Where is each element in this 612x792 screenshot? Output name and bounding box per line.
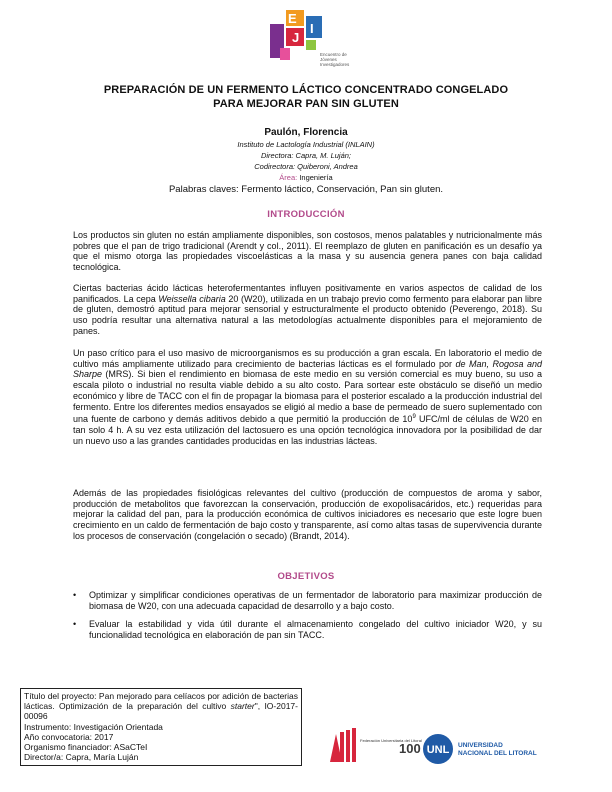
objectives-list: [73, 590, 542, 649]
intro-p3-b: (MRS). Si bien el rendimiento en biomasa de este medio en su versión comercial es muy bueno, su uso a escala piloto o industrial no resulta viable debido a su alto costo. Para sortear este obstáculo se diseñó un medio económico y libre de TACC con el fin de propagar la biomasa para el posterior escalado a la producción industrial del fermento. Entre los diferentes medios ensayados se eligió al medio a base de permeado de suero suplementado con una fuente de carbono y demás aditivos debido a que permitió la producción de 10: [73, 369, 542, 425]
university-line-1: UNIVERSIDAD: [458, 742, 503, 749]
intro-paragraph-2: [73, 283, 542, 337]
objective-text: Evaluar la estabilidad y vida útil durante el almacenamiento congelado del cultivo iniciador W20, y su funcionalidad tecnológica en elaboración de pan sin TACC.: [89, 619, 542, 641]
intro-p3-c: UFC/ml de células de W20 en tan solo 4 h. A su vez esta utilización del lactosuero es una opción tecnológica innovadora por la posibilidad de dar un nuevo uso a las grandes cantidades producidas en las industrias lácteas.: [73, 414, 542, 446]
intro-paragraph-4: [73, 488, 542, 542]
director: Directora: Capra, M. Luján;: [260, 151, 352, 160]
logo-letter-j: J: [292, 30, 300, 45]
logo-block-blue: [306, 16, 322, 38]
intro-p1-text: Los productos sin gluten no están ampliamente disponibles, son costosos, menos palatables y nutricionalmente más pobres que el pan de trigo tradicional (Arendt y col., 2011). El reemplazo de gluten en panificación es un desafío ya que el mismo otorga las propiedades viscoelásticas a la masa y su ausencia genera panes con baja calidad tecnológica.: [73, 230, 542, 273]
objective-text: Optimizar y simplificar condiciones operativas de un fermentador de laboratorio para maximizar producción de biomasa de W20, con una adecuada capacidad de desarrollo y a bajo costo.: [89, 590, 542, 611]
intro-p4-text: Además de las propiedades fisiológicas relevantes del cultivo (producción de compuestos de aroma y sabor, producción de metabolitos que favorezcan la conservación, producción de exopolisacáridos, etc.) requeridas para mejorar la calidad del pan, para la producción económica de cultivos iniciadores es necesario que este logre buen crecimiento en un caldo de fermentación de bajo costo y transparente, así como altas tasas de supervivencia durante los procesos de conservación (congelación o secado) (Brandt, 2014).: [73, 488, 542, 541]
unl-text: UNL: [426, 744, 450, 756]
logo-block-pink: [280, 48, 290, 60]
project-director: Director/a: Capra, María Luján: [24, 752, 139, 763]
exponent: 9: [412, 414, 416, 421]
area: [40, 173, 572, 182]
hundred-text: 100: [399, 741, 421, 756]
logo-letter-e: E: [288, 11, 297, 26]
title-line-2: PARA MEJORAR PAN SIN GLUTEN: [213, 98, 399, 110]
logo-block-green: [306, 40, 316, 50]
bullet-icon: •: [73, 590, 77, 600]
author: Paulón, Florencia: [264, 127, 348, 138]
project-title-b: ", IO-2017- 00096: [24, 701, 298, 722]
project-info-box: [20, 688, 302, 766]
objectives-heading: OBJETIVOS: [277, 571, 335, 582]
intro-paragraph-1: [73, 230, 542, 273]
area-label: Área:: [279, 173, 298, 182]
area-value: Ingeniería: [299, 173, 333, 182]
project-instrument: Instrumento: Investigación Orientada: [24, 721, 163, 732]
project-title-italic: starter: [230, 701, 255, 712]
intro-p2-b: 20 (W20), utilizada en un trabajo previo como fermento para elaborar pan libre de gluten, demostró aptitud para mejorar sensorial y estructuralmente el producto obtenido (Peverengo, 2018). Su uso podría resultar una alternativa natural a las metodologías actualmente disponibles para el mejoramiento de panes.: [73, 293, 543, 336]
institute: Instituto de Lactología Industrial (INLAIN): [237, 140, 375, 149]
project-year: Año convocatoria: 2017: [24, 731, 114, 742]
project-title: [24, 691, 298, 722]
intro-p3-a: Un paso crítico para el uso masivo de microorganismos es su producción a gran escala. En laboratorio el medio de cultivo más ampliamente utilizado para crecimiento de bacterias lácticas es el formulado por: [73, 348, 542, 369]
paper-title: [40, 83, 572, 111]
title-line-1: PREPARACIÓN DE UN FERMENTO LÁCTICO CONCENTRADO CONGELADO: [103, 84, 509, 96]
intro-p2-a: Ciertas bacterias ácido lácticas heterofermentantes influyen positivamente en varios aspectos de calidad de los panificados. La cepa: [73, 283, 542, 304]
project-funder: Organismo financiador: ASaCTeI: [24, 742, 148, 753]
keywords: Palabras claves: Fermento láctico, Conservación, Pan sin gluten.: [168, 184, 444, 195]
intro-heading: INTRODUCCIÓN: [267, 209, 345, 220]
codirector: Codirectora: Quiberoni, Andrea: [254, 162, 358, 171]
logo-caption: Encuentro de Jóvenes Investigadores: [320, 52, 350, 67]
logo-letter-i: I: [310, 21, 314, 36]
objective-item: [73, 590, 542, 611]
university-line-2: NACIONAL DEL LITORAL: [458, 750, 537, 757]
project-title-a: Título del proyecto: Pan mejorado para celíacos por adición de bacterias lácticas. Optimización de la preparación del cultivo: [24, 691, 298, 712]
objective-item: [73, 619, 542, 640]
bullet-icon: •: [73, 619, 77, 630]
species-name: Weissella cibaria: [158, 293, 226, 304]
footer-logos: [326, 716, 592, 772]
fuli-caption: Federación Universitaria del Litoral: [360, 738, 422, 743]
mrs-authors: de Man, Rogosa and Sharpe: [73, 358, 542, 380]
intro-paragraph-3: [73, 348, 542, 446]
